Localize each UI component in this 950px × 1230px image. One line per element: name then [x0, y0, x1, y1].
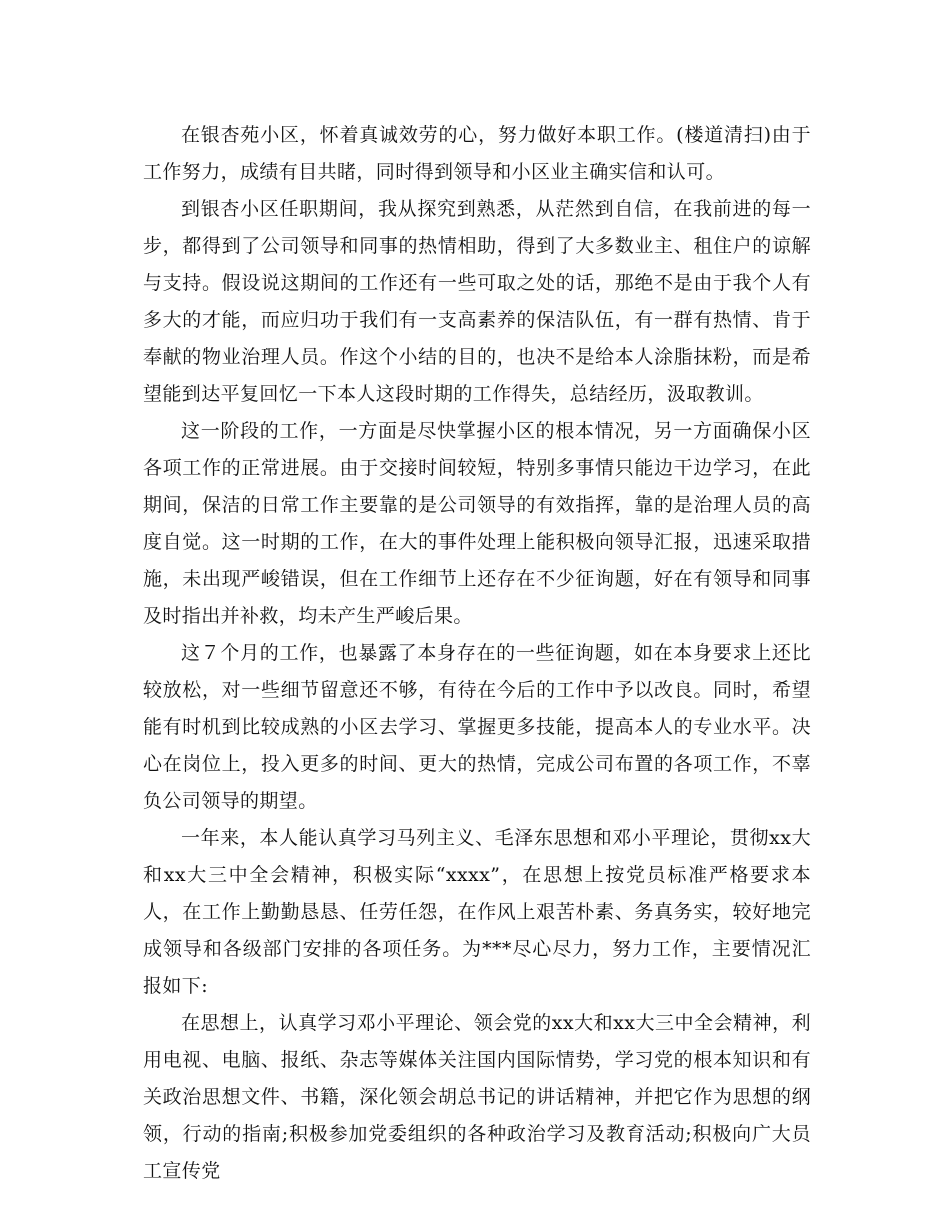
- paragraph-4: 这７个月的工作，也暴露了本身存在的一些征询题，如在本身要求上还比较放松，对一些细节留意还不够，有待在今后的工作中予以改良。同时，希望能有时机到比较成熟的小区去学习、掌握更多技能，提高本人的专业水平。决心在岗位上，投入更多的时间、更大的热情，完成公司布置的各项工作，不辜负公司领导的期望。: [143, 642, 811, 812]
- paragraph-6: 在思想上，认真学习邓小平理论、领会党的xx大和xx大三中全会精神，利用电视、电脑、报纸、杂志等媒体关注国内国际情势，学习党的根本知识和有关政治思想文件、书籍，深化领会胡总书记的讲话精神，并把它作为思想的纲领，行动的指南;积极参加党委组织的各种政治学习及教育活动;积极向广大员工宣传党: [143, 1012, 811, 1182]
- paragraph-5: 一年来，本人能认真学习马列主义、毛泽东思想和邓小平理论，贯彻xx大和xx大三中全会精神，积极实际“xxxx”，在思想上按党员标准严格要求本人，在工作上勤勤恳恳、任劳任怨，在作风上艰苦朴素、务真务实，较好地完成领导和各级部门安排的各项任务。为***尽心尽力，努力工作，主要情况汇报如下:: [143, 827, 811, 997]
- paragraph-1: 在银杏苑小区，怀着真诚效劳的心，努力做好本职工作。(楼道清扫)由于工作努力，成绩有目共睹，同时得到领导和小区业主确实信和认可。: [143, 124, 811, 183]
- paragraph-3: 这一阶段的工作，一方面是尽快掌握小区的根本情况，另一方面确保小区各项工作的正常进展。由于交接时间较短，特别多事情只能边干边学习，在此期间，保洁的日常工作主要靠的是公司领导的有效指挥，靠的是治理人员的高度自觉。这一时期的工作，在大的事件处理上能积极向领导汇报，迅速采取措施，未出现严峻错误，但在工作细节上还存在不少征询题，好在有领导和同事及时指出并补救，均未产生严峻后果。: [143, 420, 811, 627]
- document-body: [143, 117, 811, 1190]
- paragraph-2: 到银杏小区任职期间，我从探究到熟悉，从茫然到自信，在我前进的每一步，都得到了公司领导和同事的热情相助，得到了大多数业主、租住户的谅解与支持。假设说这期间的工作还有一些可取之处的话，那绝不是由于我个人有多大的才能，而应归功于我们有一支高素养的保洁队伍，有一群有热情、肯于奉献的物业治理人员。作这个小结的目的，也决不是给本人涂脂抹粉，而是希望能到达平复回忆一下本人这段时期的工作得失，总结经历，汲取教训。: [143, 198, 811, 405]
